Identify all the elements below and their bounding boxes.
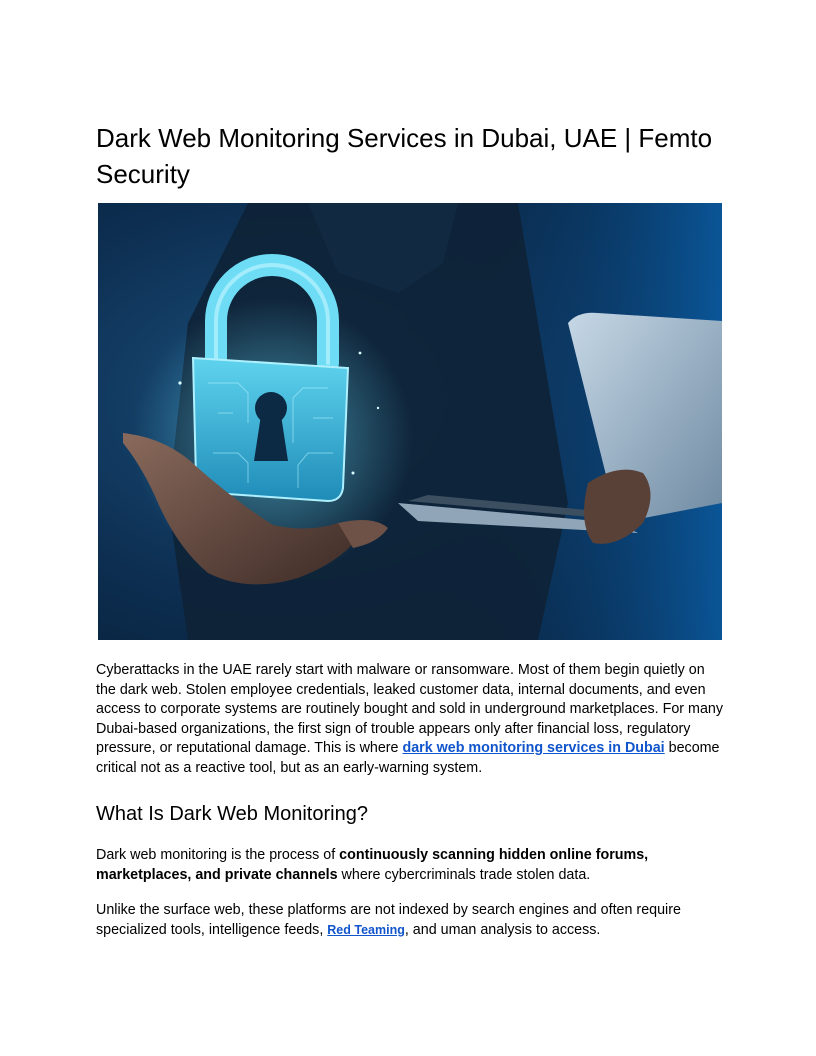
definition-paragraph: Dark web monitoring is the process of continuously scanning hidden online forums, marketplaces, and private channels where cybercriminals trade stolen data. (96, 847, 649, 883)
hero-image (98, 203, 722, 640)
surface-web-paragraph: Unlike the surface web, these platforms are not indexed by search engines and often require specialized tools, intelligence feeds, Red Teaming, and uman analysis to access. (96, 902, 681, 938)
page-title: Dark Web Monitoring Services in Dubai, UAE | Femto Security (96, 123, 713, 189)
intro-paragraph: Cyberattacks in the UAE rarely start with malware or ransomware. Most of them begin quietly on the dark web. Stolen employee credentials, leaked customer data, internal documents, and even access to corporate systems are routinely bought and sold in underground marketplaces. For many Dubai-based organizations, the first sign of trouble appears only after financial loss, regulatory pressure, or reputational damage. This is where dark web monitoring services in Dubai become critical not as a reactive tool, but as an early-warning system. (96, 662, 724, 776)
red-teaming-link[interactable]: Red Teaming (327, 922, 405, 937)
dark-web-monitoring-link[interactable]: dark web monitoring services in Dubai (402, 740, 665, 757)
section-heading: What Is Dark Web Monitoring? (96, 803, 368, 825)
definition-bold-text: continuously scanning hidden online forums, marketplaces, and private channels (96, 847, 649, 883)
